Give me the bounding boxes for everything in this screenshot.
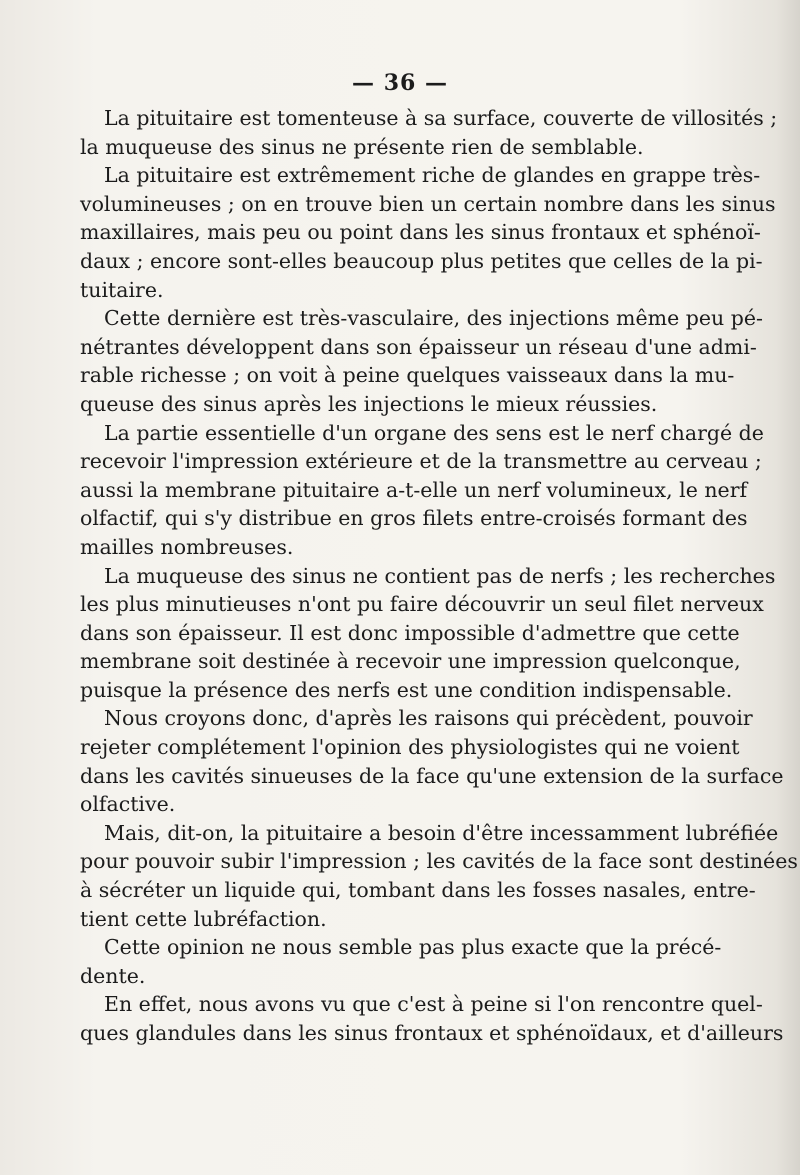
text-line: La pituitaire est extrêmement riche de glandes en grappe très- [104,163,761,188]
paragraph [80,104,778,161]
paragraph [80,304,763,418]
text-line: rable richesse ; on voit à peine quelques vaisseaux dans la mu- [80,363,735,388]
body-text [80,104,798,1048]
text-line: aussi la membrane pituitaire a-t-elle un nerf volumineux, le nerf [80,477,748,502]
text-line: La pituitaire est tomenteuse à sa surface, couverte de villosités ; [104,106,778,130]
text-line: Nous croyons donc, d'après les raisons qui précèdent, pouvoir [104,706,753,731]
text-line: membrane soit destinée à recevoir une impression quelconque, [80,649,741,674]
text-line: dente. [80,963,146,988]
text-line: Mais, dit-on, la pituitaire a besoin d'être incessamment lubréfiée [104,820,779,845]
text-line: tient cette lubréfaction. [80,906,327,931]
paragraph [80,419,764,562]
text-line: nétrantes développent dans son épaisseur un réseau d'une admi- [80,334,757,359]
page-number: — 36 — [352,70,448,96]
text-line: maxillaires, mais peu ou point dans les sinus frontaux et sphénoï- [80,220,761,245]
paragraph [80,819,798,933]
text-line: Cette opinion ne nous semble pas plus exacte que la précé- [104,935,722,960]
text-line: à sécréter un liquide qui, tombant dans les fosses nasales, entre- [80,878,756,903]
text-line: mailles nombreuses. [80,534,294,559]
paragraph [80,562,776,705]
text-line: rejeter complétement l'opinion des physiologistes qui ne voient [80,735,740,760]
paragraph [80,161,776,304]
text-line: tuitaire. [80,277,164,302]
text-line: La muqueuse des sinus ne contient pas de nerfs ; les recherches [104,563,776,588]
text-line: les plus minutieuses n'ont pu faire découvrir un seul filet nerveux [80,592,764,617]
text-line: olfactif, qui s'y distribue en gros filets entre-croisés formant des [80,506,748,531]
text-line: ques glandules dans les sinus frontaux et sphénoïdaux, et d'ailleurs [80,1021,784,1045]
text-line: olfactive. [80,792,176,817]
text-line: queuse des sinus après les injections le mieux réussies. [80,391,658,416]
text-line: La partie essentielle d'un organe des sens est le nerf chargé de [104,420,764,445]
text-line: dans les cavités sinueuses de la face qu'une extension de la surface [80,763,784,788]
paragraph [80,704,784,818]
text-line: En effet, nous avons vu que c'est à peine si l'on rencontre quel- [104,992,763,1017]
paragraph [80,990,784,1047]
text-line: daux ; encore sont-elles beaucoup plus petites que celles de la pi- [80,248,763,273]
text-line: volumineuses ; on en trouve bien un certain nombre dans les sinus [80,191,776,216]
text-line: Cette dernière est très-vasculaire, des injections même peu pé- [104,306,763,331]
text-line: puisque la présence des nerfs est une condition indispensable. [80,677,733,702]
text-line: la muqueuse des sinus ne présente rien de semblable. [80,134,644,159]
text-line: dans son épaisseur. Il est donc impossible d'admettre que cette [80,620,740,645]
text-line: recevoir l'impression extérieure et de la transmettre au cerveau ; [80,449,762,474]
text-line: pour pouvoir subir l'impression ; les cavités de la face sont destinées [80,849,798,874]
paragraph [80,933,722,990]
